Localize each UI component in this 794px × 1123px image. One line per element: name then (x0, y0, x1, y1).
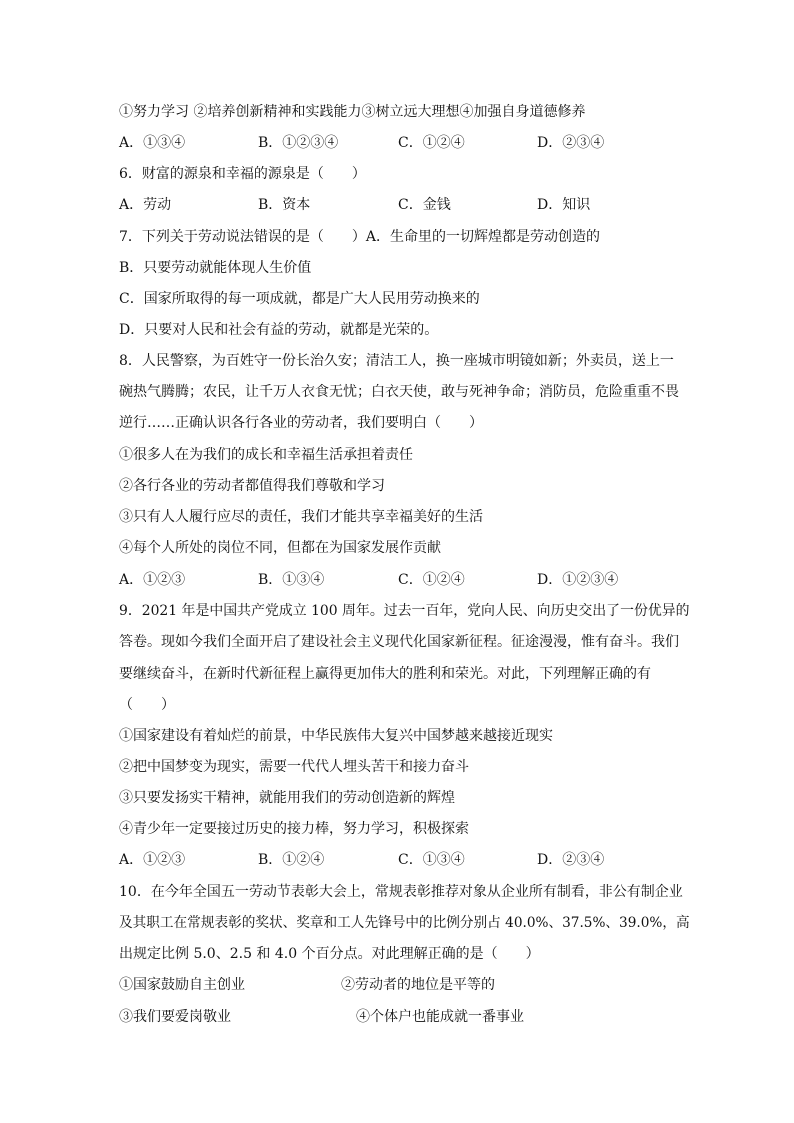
q8-stem-line-3: 逆行……正确认识各行各业的劳动者，我们要明白（ ） (119, 415, 483, 431)
q9-option-a[interactable]: A．①②③ (119, 852, 186, 868)
q9-option-d[interactable]: D．②③④ (537, 852, 605, 868)
q9-stem-line-2: 答卷。现如今我们全面开启了建设社会主义现代化国家新征程。征途漫漫，惟有奋斗。我们 (119, 634, 679, 650)
q9-item-4: ④青少年一定要接过历史的接力棒，努力学习，积极探索 (119, 821, 469, 837)
q5-option-c[interactable]: C．①②④ (398, 135, 465, 151)
q10-stem-line-1: 10．在今年全国五一劳动节表彰大会上，常规表彰推荐对象从企业所有制看，非公有制企业 (119, 884, 683, 900)
q9-item-2: ②把中国梦变为现实，需要一代代人埋头苦干和接力奋斗 (119, 759, 469, 775)
q8-item-4: ④每个人所处的岗位不同，但都在为国家发展作贡献 (119, 540, 441, 556)
q6-option-c[interactable]: C．金钱 (398, 197, 451, 213)
q10-item-4: ④个体户也能成就一番事业 (356, 1009, 524, 1025)
q8-item-2: ②各行各业的劳动者都值得我们尊敬和学习 (119, 478, 385, 494)
q6-option-a[interactable]: A．劳动 (119, 197, 172, 213)
q6-stem: 6．财富的源泉和幸福的源泉是（ ） (119, 166, 366, 182)
q7-option-c[interactable]: C．国家所取得的每一项成就，都是广大人民用劳动换来的 (119, 291, 480, 307)
q9-option-c[interactable]: C．①③④ (398, 852, 465, 868)
q8-stem-line-1: 8．人民警察，为百姓守一份长治久安；清洁工人，换一座城市明镜如新；外卖员，送上一 (119, 353, 674, 369)
q9-stem-line-4: （ ） (119, 697, 175, 713)
q8-option-c[interactable]: C．①②④ (398, 572, 465, 588)
q9-option-b[interactable]: B．①②④ (258, 852, 325, 868)
q10-item-1: ①国家鼓励自主创业 (119, 977, 245, 993)
q9-item-3: ③只要发扬实干精神，就能用我们的劳动创造新的辉煌 (119, 790, 455, 806)
q8-option-b[interactable]: B．①③④ (258, 572, 325, 588)
q7-stem: 7．下列关于劳动说法错误的是（ ）A．生命里的一切辉煌都是劳动创造的 (119, 229, 601, 245)
q10-item-3: ③我们要爱岗敬业 (119, 1009, 231, 1025)
q5-option-d[interactable]: D．②③④ (537, 135, 605, 151)
q5-option-b[interactable]: B．①②③④ (258, 135, 339, 151)
q8-stem-line-2: 碗热气腾腾；农民，让千万人衣食无忧；白衣天使，敢与死神争命；消防员，危险重重不畏 (119, 384, 679, 400)
q10-stem-line-2: 及其职工在常规表彰的奖状、奖章和工人先锋号中的比例分别占 40.0%、37.5%、39.0%，高 (119, 915, 690, 931)
q6-option-d[interactable]: D．知识 (537, 197, 591, 213)
q5-items-line: ①努力学习 ②培养创新精神和实践能力③树立远大理想④加强自身道德修养 (119, 104, 586, 120)
q9-stem-line-1: 9．2021 年是中国共产党成立 100 周年。过去一百年，党向人民、向历史交出了一份优异的 (119, 603, 690, 619)
q10-item-2: ②劳动者的地位是平等的 (341, 977, 495, 993)
q9-stem-line-3: 要继续奋斗，在新时代新征程上赢得更加伟大的胜利和荣光。对此，下列理解正确的有 (119, 666, 651, 682)
q6-option-b[interactable]: B．资本 (258, 197, 311, 213)
q8-item-1: ①很多人在为我们的成长和幸福生活承担着责任 (119, 447, 413, 463)
q8-option-d[interactable]: D．①②③④ (537, 572, 619, 588)
q5-option-a[interactable]: A．①③④ (119, 135, 186, 151)
q8-option-a[interactable]: A．①②③ (119, 572, 186, 588)
q7-option-d[interactable]: D．只要对人民和社会有益的劳动，就都是光荣的。 (119, 322, 439, 338)
q9-item-1: ①国家建设有着灿烂的前景，中华民族伟大复兴中国梦越来越接近现实 (119, 728, 553, 744)
q8-item-3: ③只有人人履行应尽的责任，我们才能共享幸福美好的生活 (119, 509, 483, 525)
q10-stem-line-3: 出规定比例 5.0、2.5 和 4.0 个百分点。对此理解正确的是（ ） (119, 946, 540, 962)
q7-option-b[interactable]: B．只要劳动就能体现人生价值 (119, 260, 312, 276)
